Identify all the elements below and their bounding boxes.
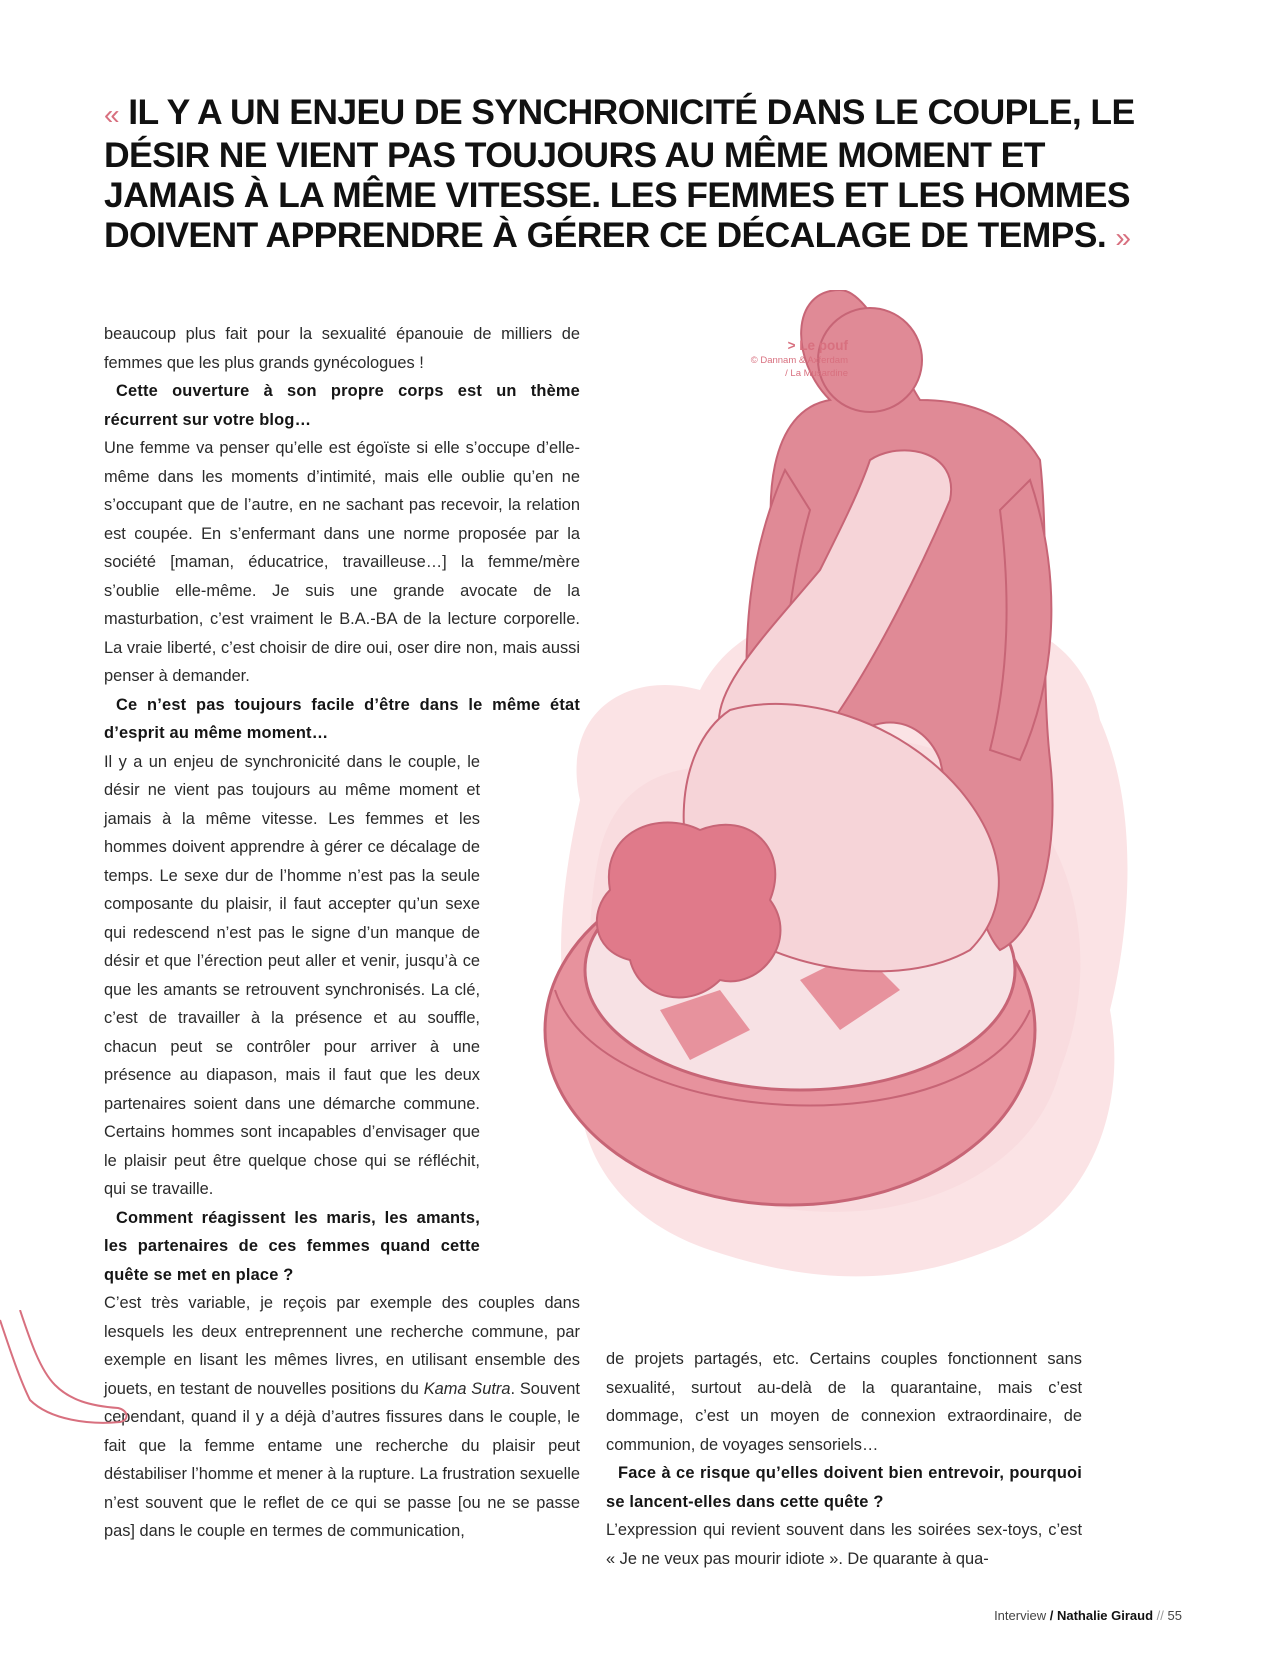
- image-caption: [680, 338, 848, 380]
- caption-credit-line-2: / La Musardine: [785, 368, 848, 379]
- caption-credit-line-1: © Dannam & Axferdam: [750, 355, 848, 366]
- foot-illustration: [0, 1310, 140, 1440]
- footer-slash: /: [1049, 1608, 1054, 1623]
- illustration-le-pouf: [540, 290, 1140, 1330]
- paragraph: Une femme va penser qu’elle est égoïste si elle s’occupe d’elle-même dans les moments d’intimité, mais elle oublie qu’en ne s’occupant que de l’autre, en ne sachant pas recevoir, la relation est coupée. En s’enfermant dans une norme proposée par la société [maman, éducatrice, travailleuse…] la femme/mère s’oublie elle-même. Je suis une grande avocate de la masturbation, c’est vraiment le B.A.-BA de la lecture corporelle. La vraie liberté, c’est choisir de dire oui, oser dire non, mais aussi penser à demander.: [104, 439, 580, 685]
- page-number: 55: [1167, 1608, 1182, 1623]
- book-title: Kama Sutra: [423, 1379, 511, 1398]
- right-column: [606, 1345, 1082, 1573]
- paragraph: [104, 1289, 580, 1546]
- interview-question: Ce n’est pas toujours facile d’être dans le même état d’esprit au même moment…: [104, 695, 580, 742]
- interview-question: Comment réagissent les maris, les amants, les partenaires de ces femmes quand cette quête se met en place ?: [104, 1208, 480, 1284]
- footer-section: Interview: [994, 1608, 1047, 1623]
- caption-title: > Le pouf: [787, 338, 848, 353]
- paragraph-text: C’est très variable, je reçois par exemple des couples dans lesquels les deux entreprennent une recherche commune, par exemple en lisant les mêmes livres, en utilisant ensemble des jouets, en testant de nouvelles positions du: [104, 1294, 580, 1398]
- paragraph-text: . Souvent cependant, quand il y a déjà d’autres fissures dans le couple, le fait que la femme entame une recherche du plaisir peut déstabiliser l’homme et mener à la rupture. La frustration sexuelle n’est souvent que le reflet de ce qui se passe [ou ne se passe pas] dans le couple en termes de communication,: [104, 1379, 580, 1540]
- pull-quote: [104, 92, 1184, 258]
- paragraph: beaucoup plus fait pour la sexualité épanouie de milliers de femmes que les plus grands gynécologues !: [104, 325, 580, 372]
- pull-quote-text: IL Y A UN ENJEU DE SYNCHRONICITÉ DANS LE COUPLE, LE DÉSIR NE VIENT PAS TOUJOURS AU MÊME MOMENT ET JAMAIS À LA MÊME VITESSE. LES FEMMES ET LES HOMMES DOIVENT APPRENDRE À GÉRER CE DÉCALAGE DE TEMPS.: [104, 92, 1135, 255]
- paragraph: de projets partagés, etc. Certains couples fonctionnent sans sexualité, surtout au-delà de la quarantaine, mais c’est dommage, c’est un moyen de connexion extraordinaire, de communion, de voyages sensoriels…: [606, 1350, 1082, 1454]
- footer-separator: //: [1156, 1608, 1164, 1623]
- interview-question: Cette ouverture à son propre corps est un thème récurrent sur votre blog…: [104, 382, 580, 429]
- footer-name: Nathalie Giraud: [1056, 1608, 1154, 1623]
- interview-question: Face à ce risque qu’elles doivent bien entrevoir, pourquoi se lancent-elles dans cette quête ?: [606, 1464, 1082, 1511]
- close-guillemet: »: [1115, 222, 1131, 253]
- page-footer: [994, 1608, 1182, 1623]
- open-guillemet: «: [104, 99, 119, 130]
- left-column: [104, 320, 580, 1546]
- paragraph: Il y a un enjeu de synchronicité dans le couple, le désir ne vient pas toujours au même moment et jamais à la même vitesse. Les femmes et les hommes doivent apprendre à gérer ce décalage de temps. Le sexe dur de l’homme n’est pas la seule composante du plaisir, il faut accepter qu’un sexe qui redescend n’est pas le signe d’un manque de désir et que l’érection peut aller et venir, jusqu’à ce que les amants se retrouvent synchronisés. La clé, c’est de travailler à la présence et au souffle, chacun peut se contrôler pour arriver à une présence au diapason, mais il faut que les deux partenaires soient dans une démarche commune. Certains hommes sont incapables d’envisager que le plaisir peut être quelque chose qui se réfléchit, qui se travaille.: [104, 752, 480, 1198]
- paragraph: L’expression qui revient souvent dans les soirées sex-toys, c’est « Je ne veux pas mourir idiote ». De quarante à qua-: [606, 1521, 1082, 1568]
- foot-outline: [0, 1310, 127, 1423]
